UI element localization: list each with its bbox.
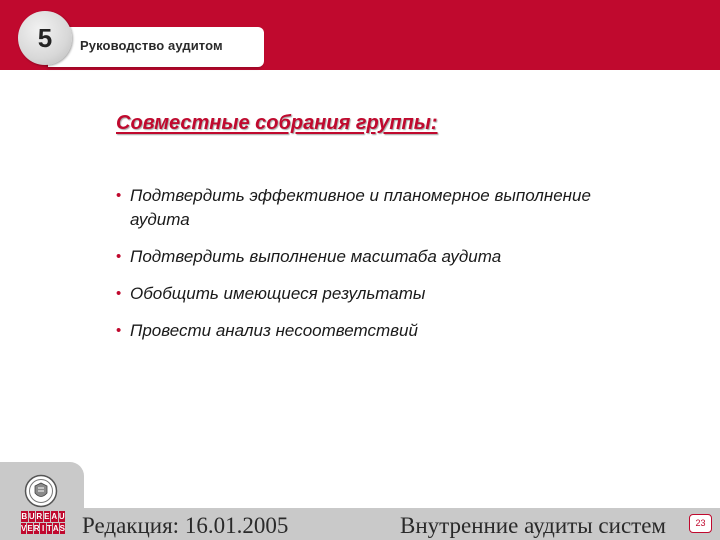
logo-letter: A [52, 524, 59, 533]
page-number: 23 [689, 514, 712, 533]
bullet-dot-icon: • [116, 285, 122, 302]
bullet-list [116, 184, 596, 356]
bullet-text: Подтвердить выполнение масштаба аудита [130, 247, 502, 266]
logo-wordmark-top [21, 511, 65, 522]
section-number-badge [18, 11, 72, 65]
logo-letter: S [59, 524, 65, 533]
bullet-dot-icon: • [116, 187, 122, 204]
logo-letter: R [36, 512, 43, 521]
logo-letter: T [46, 524, 52, 533]
bureau-veritas-emblem-icon [24, 474, 58, 508]
list-item [116, 282, 596, 306]
logo-letter: I [41, 524, 45, 533]
bullet-text: Обобщить имеющиеся результаты [130, 284, 426, 303]
list-item [116, 245, 596, 269]
logo-letter: E [27, 524, 33, 533]
logo-letter: V [21, 524, 27, 533]
slide-title: Совместные собрания группы: [116, 112, 438, 134]
bullet-dot-icon: • [116, 322, 122, 339]
footer-edition: Редакция: 16.01.2005 [82, 513, 289, 538]
bullet-text: Провести анализ несоответствий [130, 321, 418, 340]
list-item [116, 319, 596, 343]
logo-letter: U [58, 512, 65, 521]
section-tab [48, 27, 264, 67]
section-title: Руководство аудитом [80, 38, 223, 53]
logo-letter: E [44, 512, 50, 521]
logo-letter: A [51, 512, 58, 521]
bullet-text: Подтвердить эффективное и планомерное выполнение аудита [130, 186, 591, 229]
section-number: 5 [37, 22, 53, 53]
footer-course: Внутренние аудиты систем [400, 513, 666, 538]
bullet-dot-icon: • [116, 248, 122, 265]
logo-letter: B [21, 512, 28, 521]
list-item [116, 184, 596, 232]
logo-letter: U [28, 512, 35, 521]
logo-letter: R [33, 524, 40, 533]
logo-wordmark-bottom [21, 523, 65, 534]
